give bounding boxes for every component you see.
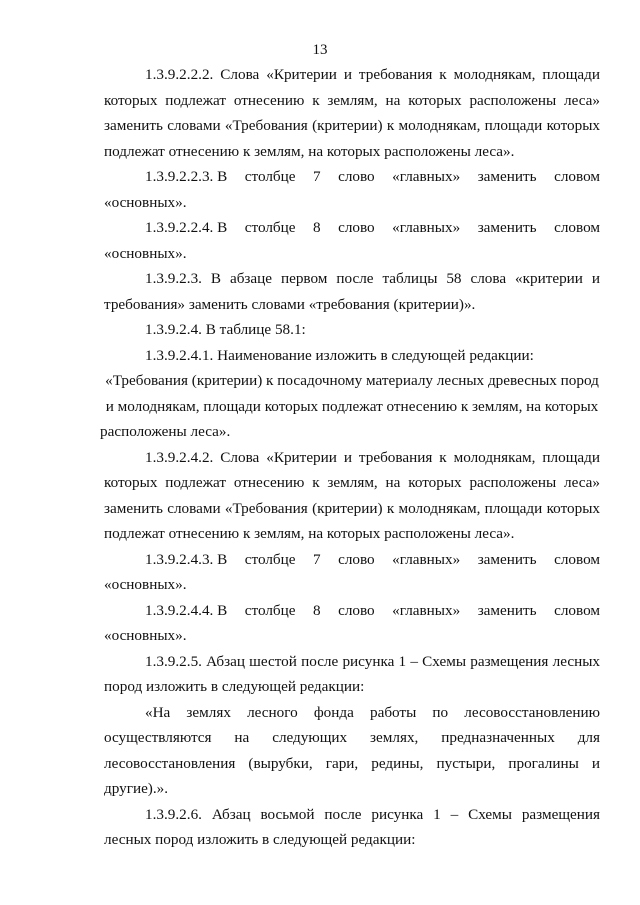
paragraph-continuation: «основных». [104,576,187,593]
word: столбце [244,550,296,568]
paragraph-1-3-9-2-4-4 [104,598,600,624]
quoted-title: «Требования (критерии) к посадочному материалу лесных древесных пород и молоднякам, площади которых подлежат отнесению к землям, на которых расположены леса». [100,372,599,440]
clause-number: 1.3.9.2.4.3. В [145,550,228,568]
word: «главных» [392,219,461,236]
paragraph-1-3-9-2-2-2: 1.3.9.2.2.2. Слова «Критерии и требования к молоднякам, площади которых подлежат отнесению к землям, на которых расположены леса» заменить словами «Требования (критерии) к молоднякам, площади которых подлежат отнесению к землям, на которых расположены леса». [104,66,600,160]
paragraph-continuation: «основных». [104,627,187,644]
word: заменить [477,219,537,236]
quoted-paragraph: «На землях лесного фонда работы по лесовосстановлению осуществляются на следующих землях, предназначенных для лесовосстановления (вырубки, гари, редины, пустыри, прогалины и другие).». [104,703,600,797]
word: словом [554,550,600,568]
word: столбце [244,168,296,185]
word: словом [554,168,600,185]
word: столбце [244,219,296,236]
paragraph-continuation: «основных». [104,193,187,211]
paragraph-1-3-9-2-4-3 [104,547,600,573]
clause-number: 1.3.9.2.4.4. В [145,601,228,619]
word: слово [338,219,375,236]
paragraph-1-3-9-2-2-4 [104,215,600,241]
word: 7 [313,168,321,185]
word: «главных» [392,168,461,185]
word: 8 [313,601,321,619]
word: словом [554,601,600,619]
word: 8 [313,219,321,236]
paragraph-continuation: «основных». [104,244,187,262]
word: заменить [477,168,537,185]
word: заменить [477,550,537,568]
word: слово [338,550,375,568]
clause-number: 1.3.9.2.2.4. В [145,219,228,236]
document-body [100,62,600,853]
paragraph-1-3-9-2-3: 1.3.9.2.3. В абзаце первом после таблицы 58 слова «критерии и требования» заменить словами «требования (критерии)». [104,270,600,313]
word: заменить [477,601,537,619]
word: слово [338,601,375,619]
paragraph-1-3-9-2-5: 1.3.9.2.5. Абзац шестой после рисунка 1 – Схемы размещения лесных пород изложить в следующей редакции: [104,652,600,695]
word: словом [554,219,600,236]
paragraph-1-3-9-2-4: 1.3.9.2.4. В таблице 58.1: [145,321,306,338]
paragraph-1-3-9-2-4-2: 1.3.9.2.4.2. Слова «Критерии и требования к молоднякам, площади которых подлежат отнесению к землям, на которых расположены леса» заменить словами «Требования (критерии) к молоднякам, площади которых подлежат отнесению к землям, на которых расположены леса». [104,448,600,542]
word: слово [338,168,375,185]
word: «главных» [392,601,461,619]
word: 7 [313,550,321,568]
paragraph-1-3-9-2-2-3 [104,164,600,190]
paragraph-1-3-9-2-4-1: 1.3.9.2.4.1. Наименование изложить в следующей редакции: [145,346,534,364]
word: «главных» [392,550,461,568]
page-number: 13 [312,42,328,58]
word: столбце [244,601,296,619]
clause-number: 1.3.9.2.2.3. В [145,168,228,185]
paragraph-1-3-9-2-6: 1.3.9.2.6. Абзац восьмой после рисунка 1 – Схемы размещения лесных пород изложить в следующей редакции: [104,805,600,848]
